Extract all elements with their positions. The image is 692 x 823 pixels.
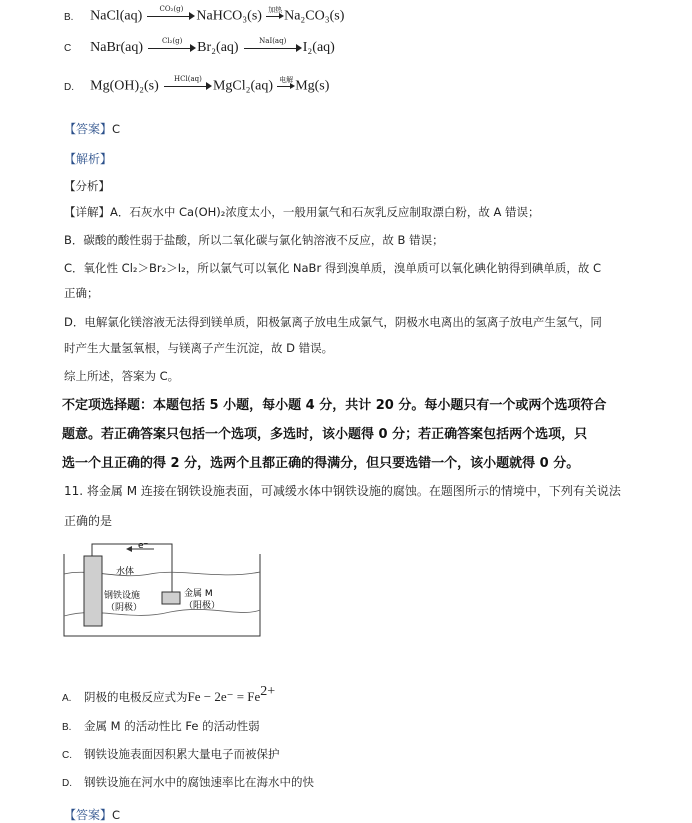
arrow-condition: CO₂(g) bbox=[159, 5, 184, 13]
reaction-arrow bbox=[277, 78, 295, 94]
detail-tag: 【详解】 bbox=[64, 205, 110, 219]
reaction-arrow bbox=[148, 36, 196, 55]
state: (aq) bbox=[312, 40, 335, 55]
water-label: 水体 bbox=[116, 567, 135, 577]
option-text: 钢铁设施表面因积累大量电子而被保护 bbox=[84, 747, 280, 761]
answer-value: C bbox=[112, 122, 121, 136]
option-c bbox=[64, 36, 335, 56]
option-b bbox=[64, 5, 345, 25]
arrow-condition: 加热 bbox=[268, 6, 283, 14]
product: I₂ bbox=[302, 40, 313, 55]
reaction-arrow bbox=[147, 5, 195, 23]
option-label: A. bbox=[62, 693, 72, 704]
arrow-condition: 电解 bbox=[279, 76, 294, 84]
answer-line bbox=[64, 118, 120, 137]
q11-option-d bbox=[62, 774, 314, 790]
metal-m-label: 金属 M bbox=[184, 589, 213, 599]
electron-label: e⁻ bbox=[138, 541, 149, 551]
detail-line-3: C．氧化性 Cl₂＞Br₂＞I₂，所以氯气可以氧化 NaBr 得到溴单质，溴单质可以氧化碘化钠得到碘单质，故 C bbox=[64, 261, 602, 275]
reaction-arrow bbox=[164, 75, 212, 93]
answer-value: C bbox=[112, 808, 121, 822]
section-instructions-3: 选一个且正确的得 2 分，选两个且都正确的得满分，但只要选错一个，该小题就得 0 分。 bbox=[62, 456, 580, 471]
reaction-arrow bbox=[266, 8, 284, 24]
state: (aq) bbox=[120, 40, 144, 55]
arrow-condition: Cl₂(g) bbox=[161, 36, 183, 45]
answer-line-2 bbox=[64, 804, 120, 823]
option-d bbox=[64, 75, 330, 95]
metal-m-block bbox=[162, 592, 180, 604]
option-label: C. bbox=[62, 750, 72, 761]
fenxi-tag: 【分析】 bbox=[64, 179, 110, 193]
option-label: B. bbox=[64, 11, 74, 23]
q11-option-b bbox=[62, 718, 260, 734]
reactant: NaCl bbox=[90, 8, 120, 24]
intermediate: NaHCO₃ bbox=[196, 8, 248, 24]
state: (s) bbox=[314, 78, 330, 94]
detail-line-6: 时产生大量氢氧根，与镁离子产生沉淀，故 D 错误。 bbox=[64, 341, 334, 355]
reaction-arrow bbox=[244, 36, 302, 55]
question-11-line-1: 11. 将金属 M 连接在钢铁设施表面，可减缓水体中钢铁设施的腐蚀。在题图所示的情境中，下列有关说法 bbox=[64, 484, 621, 498]
product: Mg bbox=[295, 78, 315, 94]
anode-label: （阳极） bbox=[184, 601, 221, 611]
detail-line-5: D．电解氯化镁溶液无法得到镁单质，阳极氯离子放电生成氯气，阴极水电离出的氢离子放电产生氢气，同 bbox=[64, 315, 602, 329]
electrochemistry-diagram bbox=[60, 536, 300, 642]
state: (aq) bbox=[250, 78, 274, 94]
state: (s) bbox=[329, 8, 345, 24]
detail-summary: 综上所述，答案为 C。 bbox=[64, 369, 180, 383]
state: (s) bbox=[144, 78, 159, 94]
detail-line-4: 正确； bbox=[64, 286, 99, 300]
q11-option-a bbox=[62, 684, 275, 705]
steel-facility bbox=[84, 556, 102, 626]
option-equation: Fe − 2e⁻ = Fe bbox=[187, 689, 261, 704]
q11-option-c bbox=[62, 746, 280, 762]
option-label: C bbox=[64, 43, 72, 54]
reactant: NaBr bbox=[90, 40, 121, 55]
cathode-label: （阴极） bbox=[106, 603, 143, 613]
option-label: B. bbox=[62, 722, 72, 733]
option-label: D. bbox=[64, 81, 74, 93]
detail-text: A．石灰水中 Ca(OH)₂浓度太小，一般用氯气和石灰乳反应制取漂白粉，故 A 错误； bbox=[110, 205, 540, 219]
product: Na₂CO₃ bbox=[284, 8, 330, 24]
answer-tag: 【答案】 bbox=[64, 808, 113, 822]
intermediate: Br₂ bbox=[197, 40, 217, 55]
steel-label: 钢铁设施 bbox=[104, 591, 141, 601]
intermediate: MgCl₂ bbox=[212, 78, 251, 94]
answer-tag: 【答案】 bbox=[64, 122, 113, 136]
state: (s) bbox=[247, 8, 262, 24]
state: (aq) bbox=[216, 40, 239, 55]
arrow-condition: NaI(aq) bbox=[259, 36, 287, 45]
section-instructions-1: 不定项选择题：本题包括 5 小题，每小题 4 分，共计 20 分。每小题只有一个或两个选项符合 bbox=[62, 398, 607, 413]
state: (aq) bbox=[119, 8, 143, 24]
reactant: Mg(OH)₂ bbox=[90, 78, 145, 94]
option-text: 阴极的电极反应式为 bbox=[84, 690, 188, 704]
detail-line-1 bbox=[64, 204, 540, 220]
arrow-condition: HCl(aq) bbox=[174, 75, 202, 83]
question-11-line-2: 正确的是 bbox=[64, 514, 113, 528]
detail-line-2: B．碳酸的酸性弱于盐酸，所以二氧化碳与氯化钠溶液不反应，故 B 错误； bbox=[64, 233, 444, 247]
charge-superscript: 2+ bbox=[260, 684, 276, 699]
analysis-tag: 【解析】 bbox=[64, 152, 113, 166]
option-text: 金属 M 的活动性比 Fe 的活动性弱 bbox=[84, 719, 260, 733]
option-text: 钢铁设施在河水中的腐蚀速率比在海水中的快 bbox=[84, 775, 314, 789]
option-label: D. bbox=[62, 778, 72, 789]
section-instructions-2: 题意。若正确答案只包括一个选项，多选时，该小题得 0 分；若正确答案包括两个选项，只 bbox=[62, 427, 588, 442]
